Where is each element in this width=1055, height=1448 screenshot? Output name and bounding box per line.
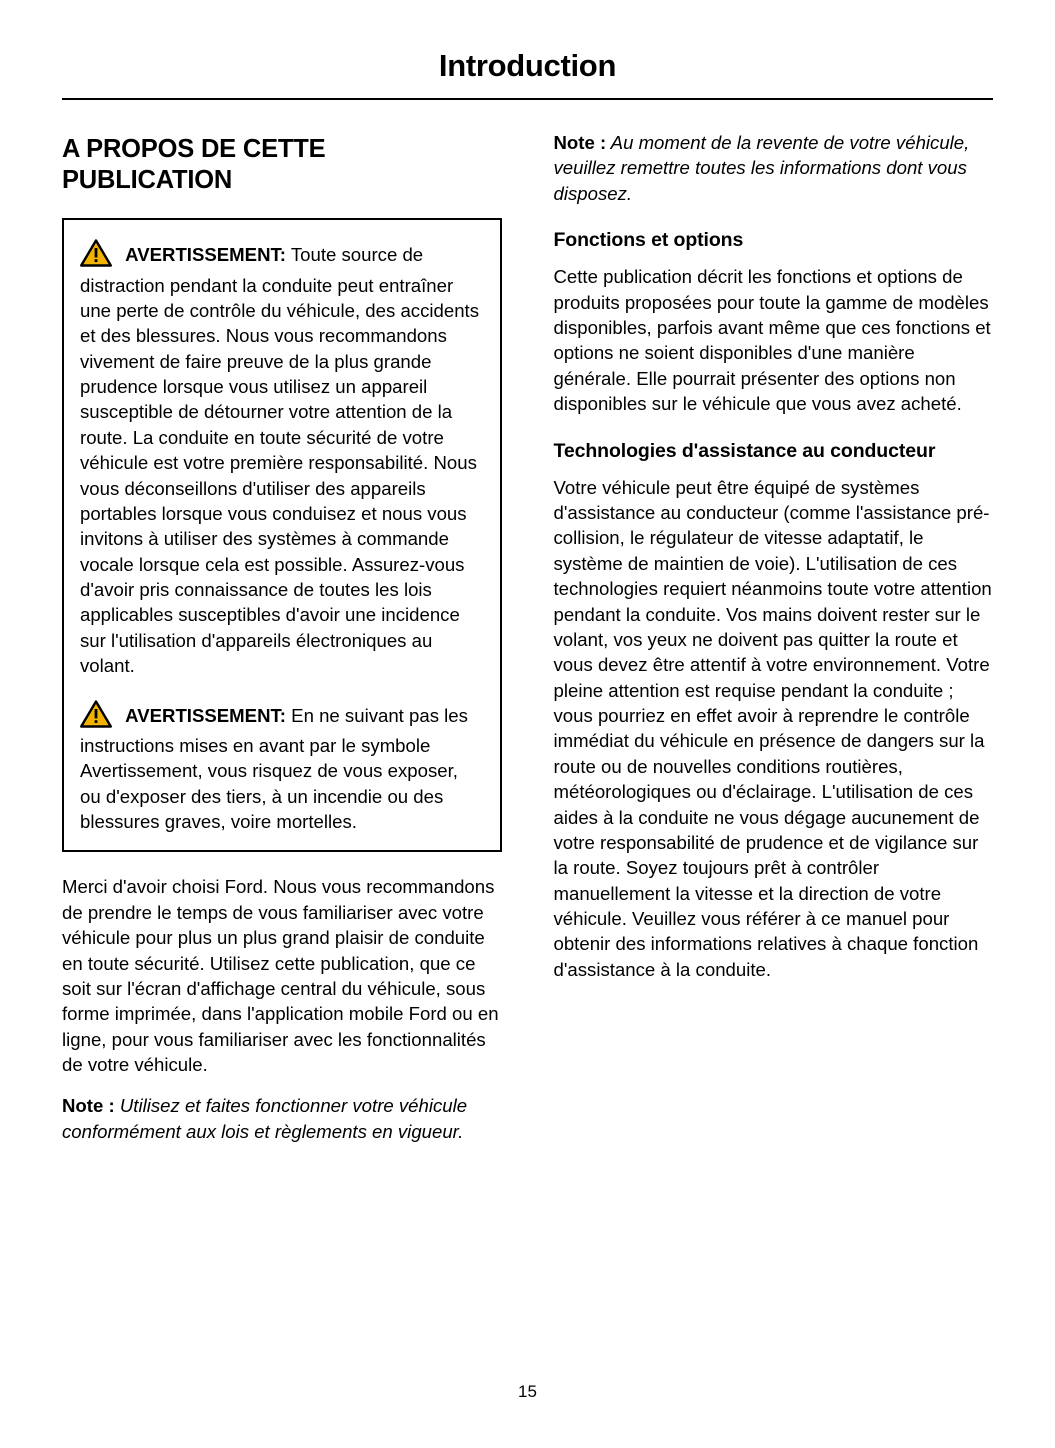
left-column xyxy=(62,130,502,1163)
warning-label: AVERTISSEMENT: xyxy=(125,244,286,266)
paragraph: Cette publication décrit les fonctions et options de produits proposées pour toute la gamme de modèles disponibles, parfois avant même que ces fonctions et options ne soient disponibles d'une manière générale. Elle pourrait présenter des options non disponibles sur le véhicule que vous avez acheté. xyxy=(553,266,991,415)
note-label: Note : xyxy=(62,1095,115,1117)
warning-text: En ne suivant pas les instructions mises en avant par le symbole Avertissement, vous risquez de vous exposer, ou d'exposer des tiers, à un incendie ou des blessures graves, voire mortelles. xyxy=(80,704,468,833)
page-columns xyxy=(62,130,993,1163)
note-right xyxy=(554,130,994,206)
note-label: Note : xyxy=(553,132,607,153)
page-number: 15 xyxy=(518,1382,537,1401)
subsection-heading-driver-assist: Technologies d'assistance au conducteur xyxy=(553,439,936,462)
note-left xyxy=(62,1093,502,1144)
right-column xyxy=(554,130,994,982)
warning-triangle-icon xyxy=(80,239,112,273)
subsection-heading-functions-options: Fonctions et options xyxy=(553,229,744,252)
warning-block xyxy=(80,238,484,678)
note-text: Utilisez et faites fonctionner votre véhicule conformément aux lois et règlements en vigueur. xyxy=(62,1095,468,1142)
warning-label: AVERTISSEMENT: xyxy=(125,704,286,726)
note-text: Au moment de la revente de votre véhicule, veuillez remettre toutes les informations dont vous disposez. xyxy=(553,132,970,204)
paragraph: Votre véhicule peut être équipé de systèmes d'assistance au conducteur (comme l'assistance pré-collision, le régulateur de vitesse adaptatif, le système de maintien de voie). L'utilisation de ces technologies requiert néanmoins toute votre attention pendant la conduite. Vos mains doivent rester sur le volant, vos yeux ne doivent pas quitter la route et vous devez être attentif à votre environnement. Votre pleine attention est requise pendant la conduite ; vous pourriez en effet avoir à reprendre le contrôle immédiat du véhicule en présence de dangers sur la route ou de nouvelles conditions routières, météorologiques ou d'éclairage. L'utilisation de ces aides à la conduite ne vous dégage aucunement de votre responsabilité de prudence et de vigilance sur la route. Soyez toujours prêt à contrôler manuellement la vitesse et la direction de votre véhicule. Veuillez vous référer à ce manuel pour obtenir des informations relatives à chaque fonction d'assistance à la conduite. xyxy=(553,476,992,980)
warning-text: Toute source de distraction pendant la conduite peut entraîner une perte de contrôle du véhicule, des accidents et des blessures. Nous vous recommandons vivement de faire preuve de la plus grande prudence lorsque vous utilisez un appareil susceptible de détourner votre attention de la route. La conduite en toute sécurité de votre véhicule est votre première responsabilité. Nous vous déconseillons d'utiliser des appareils portables lorsque vous conduisez et nous vous invitons à utiliser des systèmes à commande vocale lorsque cela est possible. Assurez-vous d'avoir pris connaissance de toutes les lois applicables susceptibles d'avoir une incidence sur l'utilisation d'appareils électroniques au volant. xyxy=(80,244,479,677)
header-divider xyxy=(62,98,993,100)
warning-box xyxy=(62,218,502,852)
warning-block xyxy=(80,699,484,835)
warning-triangle-icon xyxy=(80,700,112,734)
section-heading-about-publication: A PROPOS DE CETTE PUBLICATION xyxy=(62,135,326,195)
paragraph: Merci d'avoir choisi Ford. Nous vous recommandons de prendre le temps de vous familiariser avec votre véhicule pour plus un plus grand plaisir de conduite en toute sécurité. Utilisez cette publication, que ce soit sur l'écran d'affichage central du véhicule, sous forme imprimée, dans l'application mobile Ford ou en ligne, pour vous familiariser avec les fonctionnalités de votre véhicule. xyxy=(62,876,499,1076)
page-title: Introduction xyxy=(438,48,617,83)
